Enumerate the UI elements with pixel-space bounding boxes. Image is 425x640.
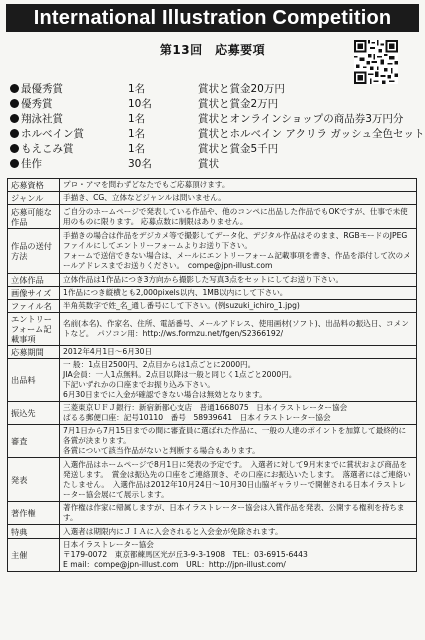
award-name-text: 翔泳社賞 [21, 113, 63, 125]
requirements-table [7, 178, 417, 572]
info-label: 応募可能な作品 [8, 205, 60, 229]
info-row [8, 205, 417, 229]
award-count: 1名 [128, 113, 146, 125]
info-label: 発表 [8, 458, 60, 502]
info-row [8, 359, 417, 402]
award-row [10, 97, 420, 112]
award-count: 1名 [128, 128, 146, 140]
info-label: 特典 [8, 525, 60, 539]
info-row [8, 313, 417, 346]
info-text: 手描き、CG、立体などジャンルは問いません。 [60, 192, 417, 205]
info-text: 入選者は期限内にＪＩＡに入会されると入会金が免除されます。 [60, 525, 417, 539]
award-prize: 賞状とホルベイン アクリラ ガッシュ全色セット [198, 128, 425, 140]
info-text: 著作権は作家に帰属しますが、日本イラストレーター協会は入賞作品を発表、公開する権利を持ちます。 [60, 502, 417, 525]
award-name-text: 最優秀賞 [21, 83, 63, 95]
award-row [10, 157, 420, 172]
info-row [8, 539, 417, 572]
page-title-banner: International Illustration Competition [6, 4, 419, 32]
award-name [10, 112, 63, 127]
info-row [8, 346, 417, 359]
info-row [8, 425, 417, 458]
info-label: エントリーフォーム記載事項 [8, 313, 60, 346]
info-label: 立体作品 [8, 274, 60, 287]
info-text: 立体作品は1作品につき3方向から撮影した写真3点をセットにしてお送り下さい。 [60, 274, 417, 287]
info-text: ご自分のホームページで発表している作品や、他のコンペに出品した作品でもOKですが、仕事で未使用のものに限ります。 応募点数に制限はありません。 [60, 205, 417, 229]
info-row [8, 525, 417, 539]
info-label: 出品料 [8, 359, 60, 402]
qr-code-icon[interactable] [354, 40, 398, 84]
info-text: 三菱東京ＵＦＪ銀行：新宿新都心支店 普通1668075 日本イラストレーター協会 ぱるる郵便口座：記号10110 番号 58939641 日本イラストレーター協会 [60, 402, 417, 425]
award-name-text: ホルベイン賞 [21, 128, 84, 140]
bullet-icon [10, 99, 19, 108]
info-label: 作品の送付方法 [8, 229, 60, 274]
info-row [8, 229, 417, 274]
info-label: 画像サイズ [8, 287, 60, 300]
award-name [10, 127, 84, 142]
award-row [10, 142, 420, 157]
award-row [10, 82, 420, 97]
bullet-icon [10, 114, 19, 123]
info-text: 入選作品はホームページで8月1日に発表の予定です。 入選者に対して9月末までに賞状および商品を発送します。 賞金は振込先の口座をご連絡頂き、その口座にお振込いたします。 落選者にはご連絡いたしません。 入選作品は2012年10月24日〜10月30日山脇ギャラリーで開催される日本イラストレーター協会展にて展示します。 [60, 458, 417, 502]
info-text: プロ・アマを問わずどなたでもご応募頂けます。 [60, 179, 417, 192]
award-prize: 賞状と賞金20万円 [198, 83, 285, 95]
info-label: 審査 [8, 425, 60, 458]
award-row [10, 127, 425, 142]
award-name [10, 157, 42, 172]
award-name [10, 97, 53, 112]
info-text: 手描きの場合は作品をデジカメ等で撮影してデータ化、デジタル作品はそのまま、RGBモードのJPEGファイルにしてエントリーフォームよりお送り下さい。 フォームで送信できない場合は、メールにエントリーフォーム記載事項を書き、作品を添付して次のメールアドレスまでお送りください。 compe@jpn-illust.com [60, 229, 417, 274]
award-name [10, 82, 63, 97]
info-row [8, 502, 417, 525]
award-name-text: 佳作 [21, 158, 42, 170]
bullet-icon [10, 144, 19, 153]
award-prize: 賞状と賞金5千円 [198, 143, 279, 155]
info-row [8, 274, 417, 287]
award-prize: 賞状 [198, 158, 219, 170]
info-label: ジャンル [8, 192, 60, 205]
award-count: 30名 [128, 158, 152, 170]
info-text: 2012年4月1日〜6月30日 [60, 346, 417, 359]
info-row [8, 300, 417, 313]
award-count: 1名 [128, 143, 146, 155]
award-count: 10名 [128, 98, 152, 110]
award-list [10, 82, 425, 172]
info-row [8, 192, 417, 205]
info-text: 7月1日から7月15日までの間に審査員に選ばれた作品に、一般の人達のポイントを加算して最終的に各賞が決まります。 各賞について該当作品がないと判断する場合もあります。 [60, 425, 417, 458]
bullet-icon [10, 84, 19, 93]
info-row [8, 402, 417, 425]
info-row [8, 458, 417, 502]
award-prize: 賞状とオンラインショップの商品券3万円分 [198, 113, 404, 125]
bullet-icon [10, 129, 19, 138]
award-name-text: 優秀賞 [21, 98, 53, 110]
award-name-text: もえこみ賞 [21, 143, 74, 155]
award-prize: 賞状と賞金2万円 [198, 98, 279, 110]
info-label: 応募期間 [8, 346, 60, 359]
page-subtitle: 第13回 応募要項 [159, 43, 266, 57]
info-label: 振込先 [8, 402, 60, 425]
info-text: 名前(本名)、作家名、住所、電話番号、メールアドレス、使用画材(ソフト)、出品料の振込日、コメントなど。 パソコン用：http://ws.formzu.net/fgen/S2366192/ [60, 313, 417, 346]
info-text: 1作品につき縦横とも2,000pixels以内、1MB以内にして下さい。 [60, 287, 417, 300]
info-text: 半角英数字で姓_名_通し番号にして下さい。(例suzuki_ichiro_1.jpg) [60, 300, 417, 313]
info-text: 日本イラストレーター協会 〒179-0072 東京都練馬区光が丘3-9-3-1908 TEL：03-6915-6443 E mail：compe@jpn-illust.com URL：http://jpn-illust.com/ [60, 539, 417, 572]
award-row [10, 112, 420, 127]
award-count: 1名 [128, 83, 146, 95]
info-text: 一 般：1点目2500円、2点目からは1点ごとに2000円。 JIA会員：一人1点無料。2点目以降は一般と同じく1点ごと2000円。 下記いずれかの口座までお振り込み下さい。 6月30日までに入金が確認できない場合は無効となります。 [60, 359, 417, 402]
award-name [10, 142, 74, 157]
info-label: ファイル名 [8, 300, 60, 313]
info-row [8, 179, 417, 192]
bullet-icon [10, 159, 19, 168]
info-row [8, 287, 417, 300]
info-label: 応募資格 [8, 179, 60, 192]
info-label: 主催 [8, 539, 60, 572]
info-label: 著作権 [8, 502, 60, 525]
